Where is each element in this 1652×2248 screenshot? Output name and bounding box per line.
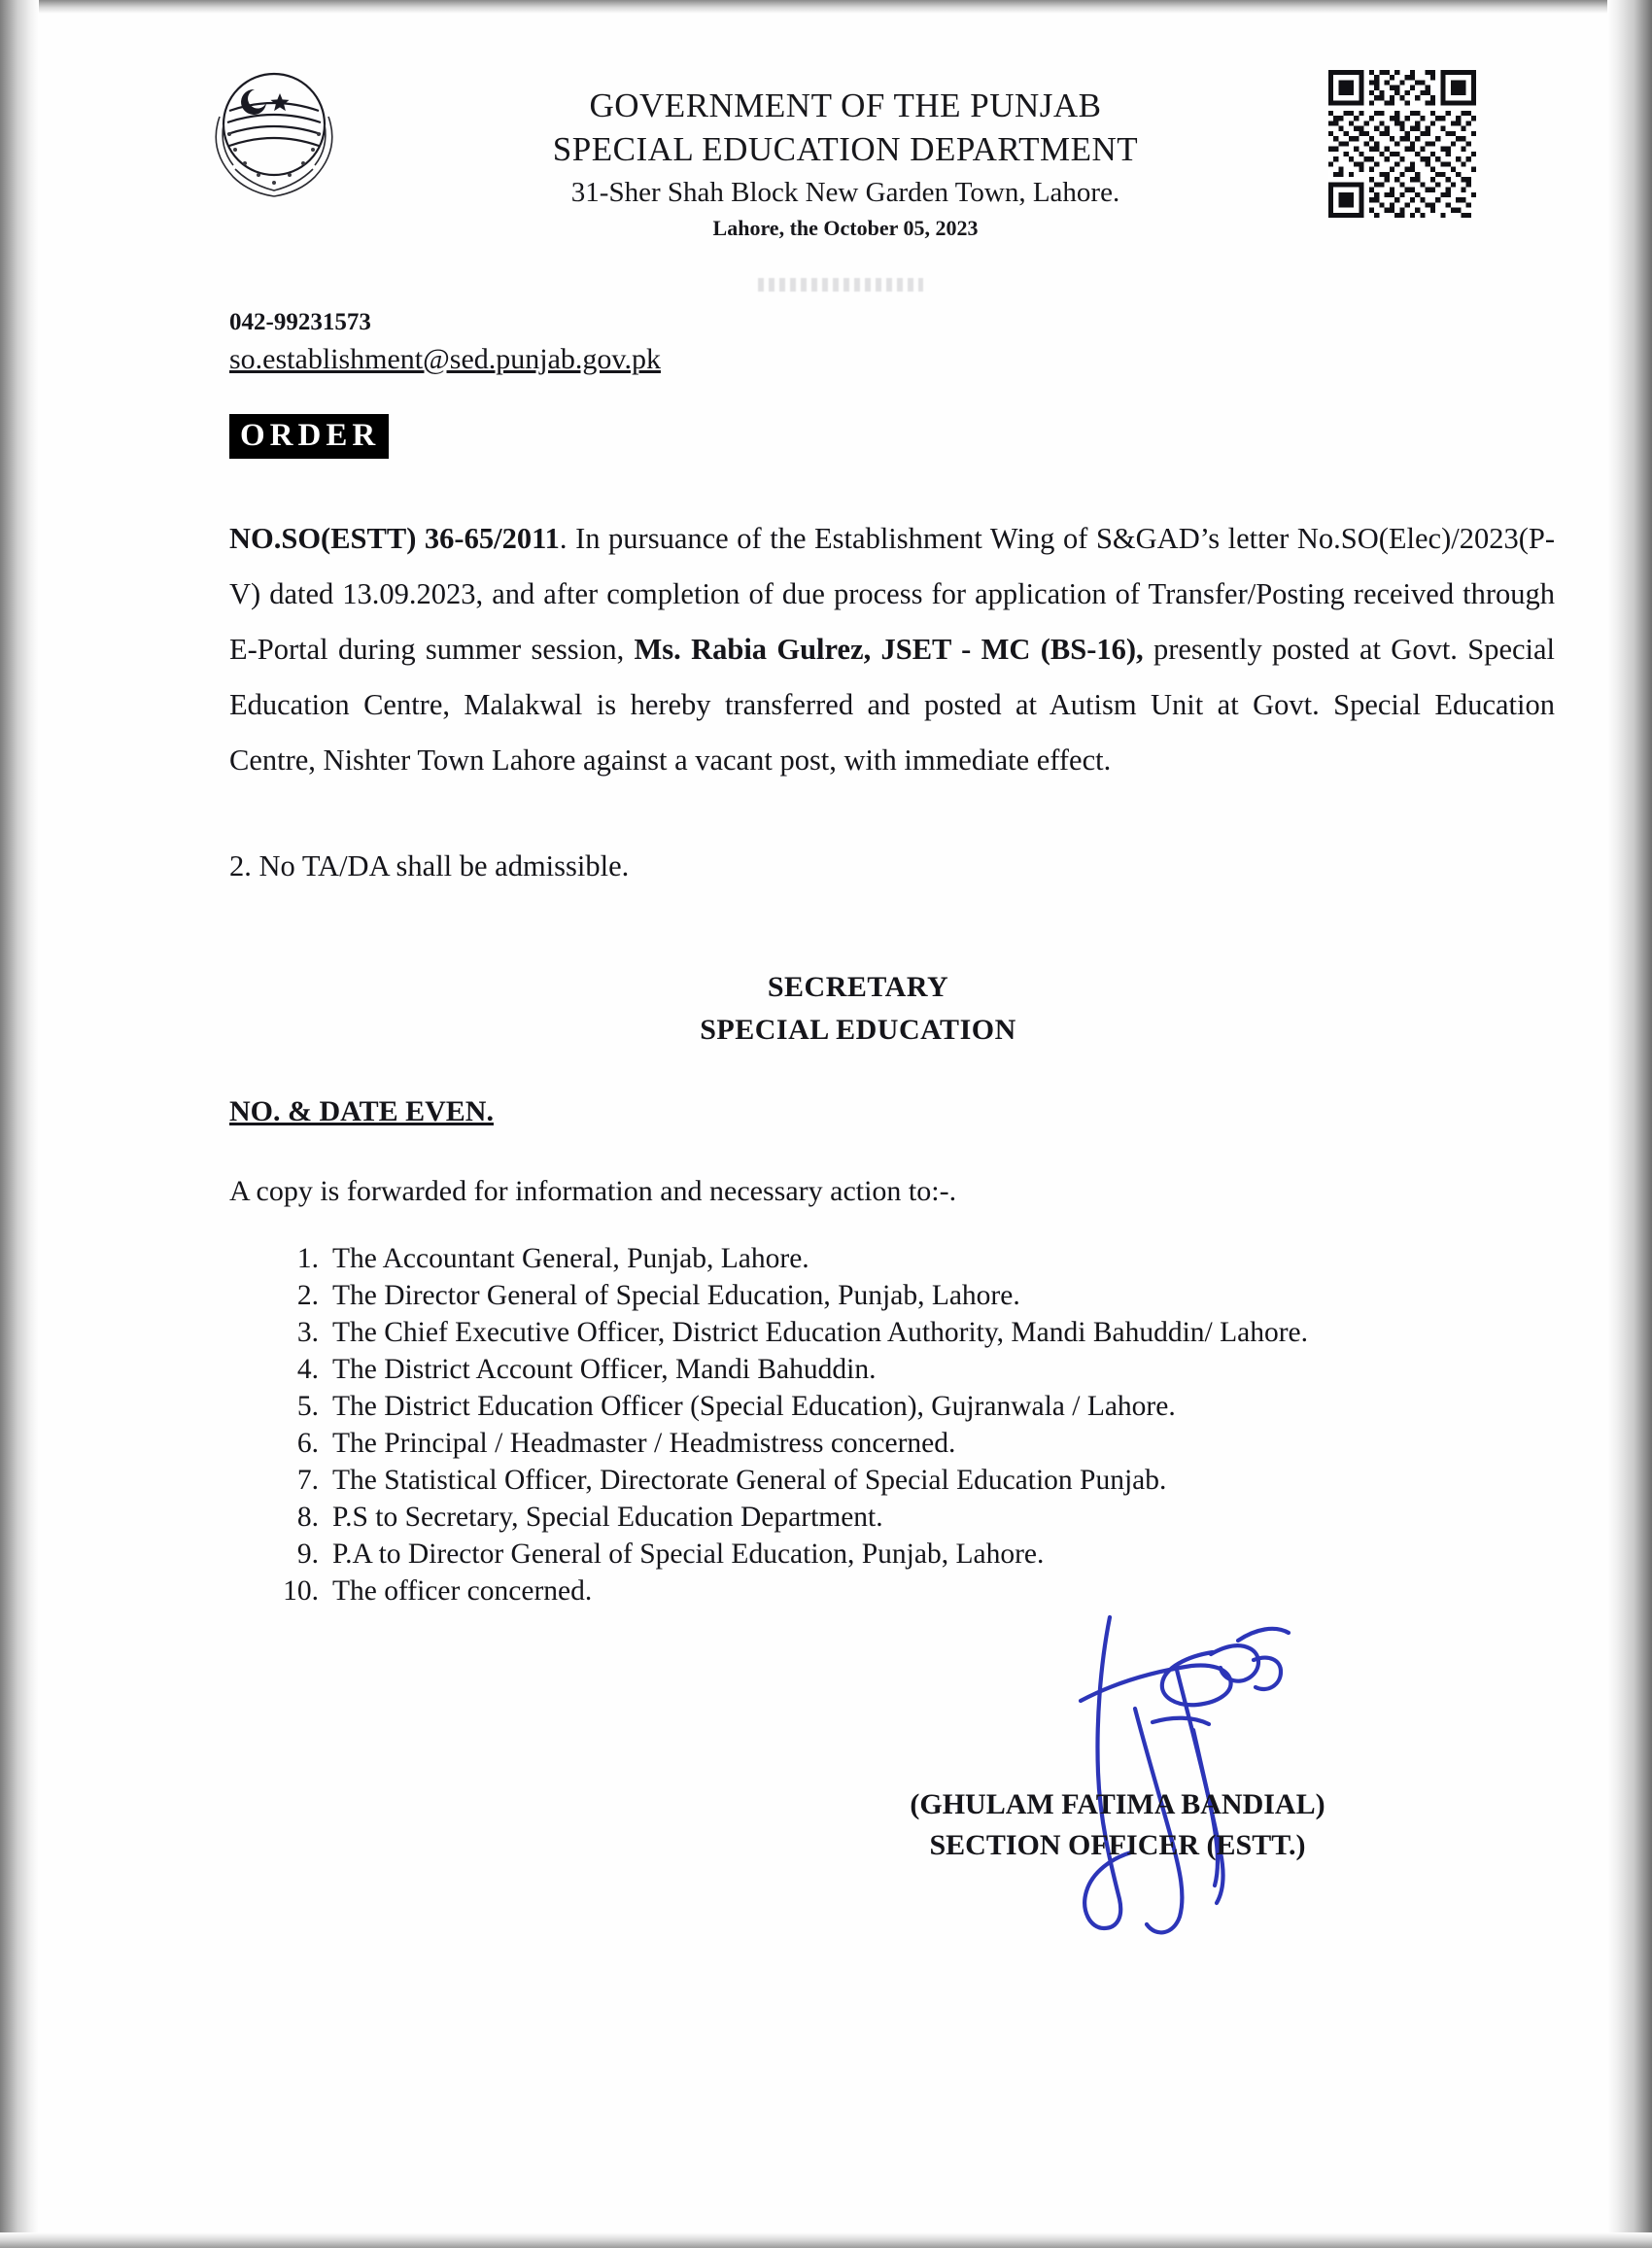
document-header: [39, 14, 1607, 240]
secretary-department: SPECIAL EDUCATION: [700, 1014, 1016, 1046]
qr-code-icon: [1328, 70, 1476, 218]
scan-edge-left: [0, 0, 39, 2248]
list-item: [272, 1277, 1516, 1314]
list-item: [272, 1314, 1516, 1351]
copy-forwarded-line: A copy is forwarded for information and necessary action to:-.: [229, 1175, 957, 1207]
paragraph-part-1: . In pursuance of the Establishment Wing of S&GAD’s letter No.SO(Elec)/2023(P-V) dated 13.09.2023, and after completion of due process for application of Transfer/Posting received through E-Portal during summer session,: [229, 522, 1555, 666]
document-date: Lahore, the October 05, 2023: [712, 216, 979, 240]
list-item-label: The Accountant General, Punjab, Lahore.: [332, 1243, 809, 1274]
order-paragraph-1: [229, 511, 1555, 788]
list-item: [272, 1388, 1516, 1425]
list-item-label: The Principal / Headmaster / Headmistress concerned.: [332, 1428, 956, 1459]
list-item: [272, 1240, 1516, 1277]
phone-number: 042-99231573: [229, 309, 371, 335]
document-content: [39, 14, 1607, 2232]
officer-designation-footer: SECTION OFFICER (ESTT.): [929, 1829, 1306, 1861]
secretary-title: SECRETARY: [767, 971, 949, 1003]
list-item-label: The Chief Executive Officer, District Education Authority, Mandi Bahuddin/ Lahore.: [332, 1317, 1309, 1348]
list-item-label: The District Account Officer, Mandi Bahuddin.: [332, 1354, 877, 1385]
list-item-number: 10.: [283, 1575, 319, 1607]
department-address: 31-Sher Shah Block New Garden Town, Lahore.: [570, 177, 1120, 208]
scan-edge-bottom: [0, 2232, 1652, 2248]
list-item-number: 7.: [296, 1465, 319, 1496]
list-item-number: 6.: [296, 1428, 319, 1459]
officer-name: Ms. Rabia Gulrez, JSET - MC (BS-16),: [634, 633, 1144, 666]
list-item: [272, 1573, 1516, 1609]
section-officer-signature-block: [719, 1784, 1516, 1866]
handwritten-signature-icon: [1030, 1608, 1341, 1948]
scan-edge-right: [1607, 0, 1652, 2248]
list-item: [272, 1536, 1516, 1573]
recipient-list: [272, 1240, 1516, 1609]
department-title: SPECIAL EDUCATION DEPARTMENT: [552, 130, 1139, 168]
punjab-government-crest-icon: [187, 60, 361, 206]
list-item: [272, 1499, 1516, 1536]
government-title: GOVERNMENT OF THE PUNJAB: [589, 86, 1102, 124]
paragraph-part-2: presently posted at Govt. Special Education Centre, Malakwal is hereby transferred and posted at Autism Unit at Govt. Special Education Centre, Nishter Town Lahore against a vacant post, with immediate effect.: [229, 633, 1555, 777]
scan-smudge: [758, 278, 923, 292]
order-paragraph-2: 2. No TA/DA shall be admissible.: [229, 849, 630, 882]
no-and-date-even: NO. & DATE EVEN.: [229, 1095, 494, 1127]
order-body: [229, 511, 1555, 894]
email-address: so.establishment@sed.punjab.gov.pk: [229, 343, 661, 375]
list-item-number: 9.: [296, 1539, 319, 1570]
scan-edge-top: [0, 0, 1652, 14]
reference-number: NO.SO(ESTT) 36-65/2011: [229, 522, 560, 555]
list-item: [272, 1462, 1516, 1499]
list-item-label: P.A to Director General of Special Education, Punjab, Lahore.: [332, 1539, 1045, 1570]
officer-name-footer: (GHULAM FATIMA BANDIAL): [910, 1788, 1325, 1820]
secretary-signature-block: [229, 966, 1555, 1052]
list-item-number: 1.: [296, 1243, 319, 1274]
list-item-number: 4.: [296, 1354, 319, 1385]
list-item-number: 5.: [296, 1391, 319, 1422]
list-item-label: P.S to Secretary, Special Education Department.: [332, 1502, 883, 1533]
list-item-label: The officer concerned.: [332, 1575, 593, 1607]
list-item: [272, 1425, 1516, 1462]
list-item: [272, 1351, 1516, 1388]
list-item-number: 8.: [296, 1502, 319, 1533]
order-heading: ORDER: [229, 414, 389, 459]
list-item-label: The Statistical Officer, Directorate General of Special Education Punjab.: [332, 1465, 1167, 1496]
contact-block: [229, 305, 661, 380]
list-item-number: 2.: [296, 1280, 319, 1311]
list-item-label: The Director General of Special Education, Punjab, Lahore.: [332, 1280, 1020, 1311]
list-item-number: 3.: [296, 1317, 319, 1348]
header-titles: [360, 84, 1331, 244]
list-item-label: The District Education Officer (Special Education), Gujranwala / Lahore.: [332, 1391, 1176, 1422]
